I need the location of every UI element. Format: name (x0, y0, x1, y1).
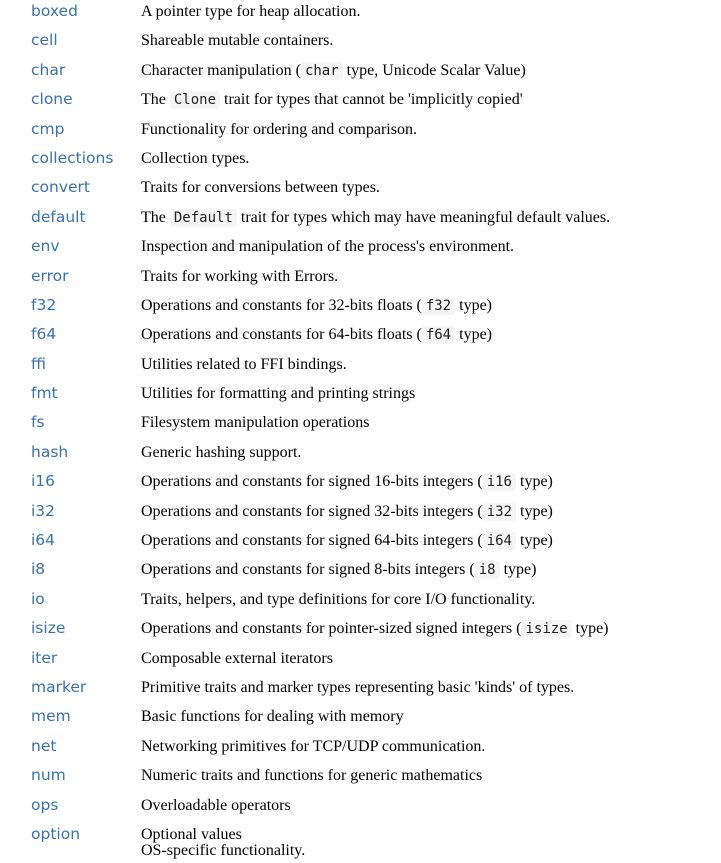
module-description (141, 528, 721, 554)
module-row (0, 173, 721, 202)
module-description (141, 87, 721, 113)
module-link-convert[interactable]: convert (31, 178, 90, 197)
module-description (141, 469, 721, 495)
module-row (0, 673, 721, 702)
module-row (0, 702, 721, 731)
description-text: Operations and constants for signed 64-bits integers ( (141, 532, 483, 550)
description-text: Traits, helpers, and type definitions for core I/O functionality. (141, 590, 536, 608)
module-description (141, 381, 721, 406)
description-text: Shareable mutable containers. (141, 32, 334, 50)
module-description (141, 440, 721, 465)
description-text: Networking primitives for TCP/UDP communication. (141, 737, 486, 755)
inline-code: i16 (483, 473, 516, 491)
module-row (0, 56, 721, 85)
module-description (141, 499, 721, 525)
module-link-net[interactable]: net (31, 736, 57, 755)
description-text: Operations and constants for 64-bits floats ( (141, 326, 422, 344)
module-link-option[interactable]: option (31, 824, 81, 843)
description-text: Filesystem manipulation operations (141, 414, 370, 432)
description-text: The (141, 208, 170, 226)
description-text: type) (455, 296, 492, 314)
module-description (141, 322, 721, 348)
module-row (0, 761, 721, 790)
description-text: Operations and constants for signed 16-bits integers ( (141, 473, 483, 491)
module-description (141, 264, 721, 289)
module-link-mem[interactable]: mem (31, 707, 71, 726)
description-text: Traits for working with Errors. (141, 267, 339, 285)
description-text: Functionality for ordering and comparison. (141, 120, 417, 138)
module-link-cmp[interactable]: cmp (31, 119, 65, 138)
module-row (0, 350, 721, 379)
cut-off-row (141, 842, 306, 859)
inline-code: f64 (422, 326, 455, 344)
module-link-fs[interactable]: fs (31, 413, 45, 432)
module-row (0, 614, 721, 643)
module-description (141, 117, 721, 142)
module-description (141, 28, 721, 53)
module-description (141, 146, 721, 171)
description-text: trait for types that cannot be 'implicitly copied' (220, 91, 523, 109)
description-text: Operations and constants for pointer-sized signed integers ( (141, 620, 522, 638)
description-text: Composable external iterators (141, 649, 333, 667)
description-text: type) (516, 473, 553, 491)
description-text: A pointer type for heap allocation. (141, 3, 361, 20)
module-description (141, 675, 721, 700)
description-text: type) (455, 326, 492, 344)
cut-off-description: OS-specific functionality. (141, 842, 306, 859)
inline-code: i32 (483, 503, 516, 521)
module-row (0, 555, 721, 584)
module-description (141, 205, 721, 231)
module-row (0, 0, 721, 26)
module-row (0, 262, 721, 291)
description-text: Operations and constants for 32-bits floats ( (141, 296, 422, 314)
description-text: type) (516, 532, 553, 550)
module-link-clone[interactable]: clone (31, 90, 73, 109)
description-text: Primitive traits and marker types representing basic 'kinds' of types. (141, 678, 575, 696)
module-link-char[interactable]: char (31, 60, 66, 79)
description-text: The (141, 91, 170, 109)
inline-code: f32 (422, 297, 455, 315)
inline-code: isize (521, 620, 571, 638)
module-link-hash[interactable]: hash (31, 442, 69, 461)
description-text: type) (571, 620, 609, 638)
module-link-collections[interactable]: collections (31, 148, 114, 167)
module-link-f64[interactable]: f64 (31, 325, 57, 344)
inline-code: char (301, 62, 343, 80)
module-row (0, 115, 721, 144)
module-description (141, 557, 721, 583)
description-text: Traits for conversions between types. (141, 179, 380, 197)
module-row (0, 203, 721, 232)
module-row (0, 291, 721, 320)
description-text: Inspection and manipulation of the process's environment. (141, 238, 515, 256)
module-description (141, 58, 721, 84)
module-link-boxed[interactable]: boxed (31, 2, 78, 20)
module-row (0, 467, 721, 496)
module-link-fmt[interactable]: fmt (31, 384, 58, 403)
module-row (0, 85, 721, 114)
description-text: type) (499, 561, 537, 579)
module-row (0, 379, 721, 408)
description-text: Utilities for formatting and printing strings (141, 385, 416, 403)
module-link-isize[interactable]: isize (31, 619, 66, 638)
module-row (0, 408, 721, 437)
module-description (141, 793, 721, 818)
module-description (141, 234, 721, 259)
module-link-env[interactable]: env (31, 237, 60, 256)
module-description (141, 175, 721, 200)
module-link-cell[interactable]: cell (31, 31, 58, 50)
module-description (141, 646, 721, 671)
inline-code: Clone (170, 91, 220, 109)
module-row (0, 791, 721, 820)
description-text: type) (516, 502, 553, 520)
module-description (141, 587, 721, 612)
module-link-ffi[interactable]: ffi (31, 354, 46, 373)
module-link-iter[interactable]: iter (31, 648, 58, 667)
module-row (0, 526, 721, 555)
module-description (141, 0, 721, 24)
module-description (141, 763, 721, 788)
inline-code: i64 (483, 532, 516, 550)
module-description (141, 734, 721, 759)
description-text: Optional values (141, 825, 242, 843)
module-description (141, 410, 721, 435)
module-link-ops[interactable]: ops (31, 795, 59, 814)
module-link-io[interactable]: io (31, 589, 45, 608)
description-text: Basic functions for dealing with memory (141, 708, 404, 726)
module-row (0, 232, 721, 261)
description-text: Operations and constants for signed 8-bits integers ( (141, 561, 475, 579)
description-text: Generic hashing support. (141, 443, 302, 461)
module-description (141, 616, 721, 642)
description-text: Utilities related to FFI bindings. (141, 355, 347, 373)
description-text: Numeric traits and functions for generic mathematics (141, 767, 483, 785)
module-row (0, 144, 721, 173)
module-row (0, 26, 721, 55)
module-row (0, 732, 721, 761)
module-row (0, 320, 721, 349)
description-text: trait for types which may have meaningful default values. (236, 208, 611, 226)
module-row (0, 644, 721, 673)
description-text: Overloadable operators (141, 796, 291, 814)
module-row (0, 820, 721, 849)
inline-code: i8 (475, 561, 500, 579)
module-link-default[interactable]: default (31, 207, 86, 226)
description-text: Operations and constants for signed 32-bits integers ( (141, 502, 483, 520)
module-row (0, 585, 721, 614)
module-link-i64[interactable]: i64 (31, 531, 56, 550)
module-link-i32[interactable]: i32 (31, 501, 56, 520)
module-row (0, 438, 721, 467)
module-description (141, 352, 721, 377)
module-link-error[interactable]: error (31, 266, 69, 285)
module-link-num[interactable]: num (31, 766, 66, 785)
description-text: type, Unicode Scalar Value) (342, 61, 526, 79)
inline-code: Default (170, 209, 237, 227)
module-link-marker[interactable]: marker (31, 677, 87, 696)
module-description (141, 704, 721, 729)
module-description (141, 293, 721, 319)
module-link-i8[interactable]: i8 (31, 560, 46, 579)
module-link-i16[interactable]: i16 (31, 472, 56, 491)
module-link-f32[interactable]: f32 (31, 295, 57, 314)
module-row (0, 497, 721, 526)
description-text: Character manipulation ( (141, 61, 301, 79)
description-text: Collection types. (141, 149, 250, 167)
